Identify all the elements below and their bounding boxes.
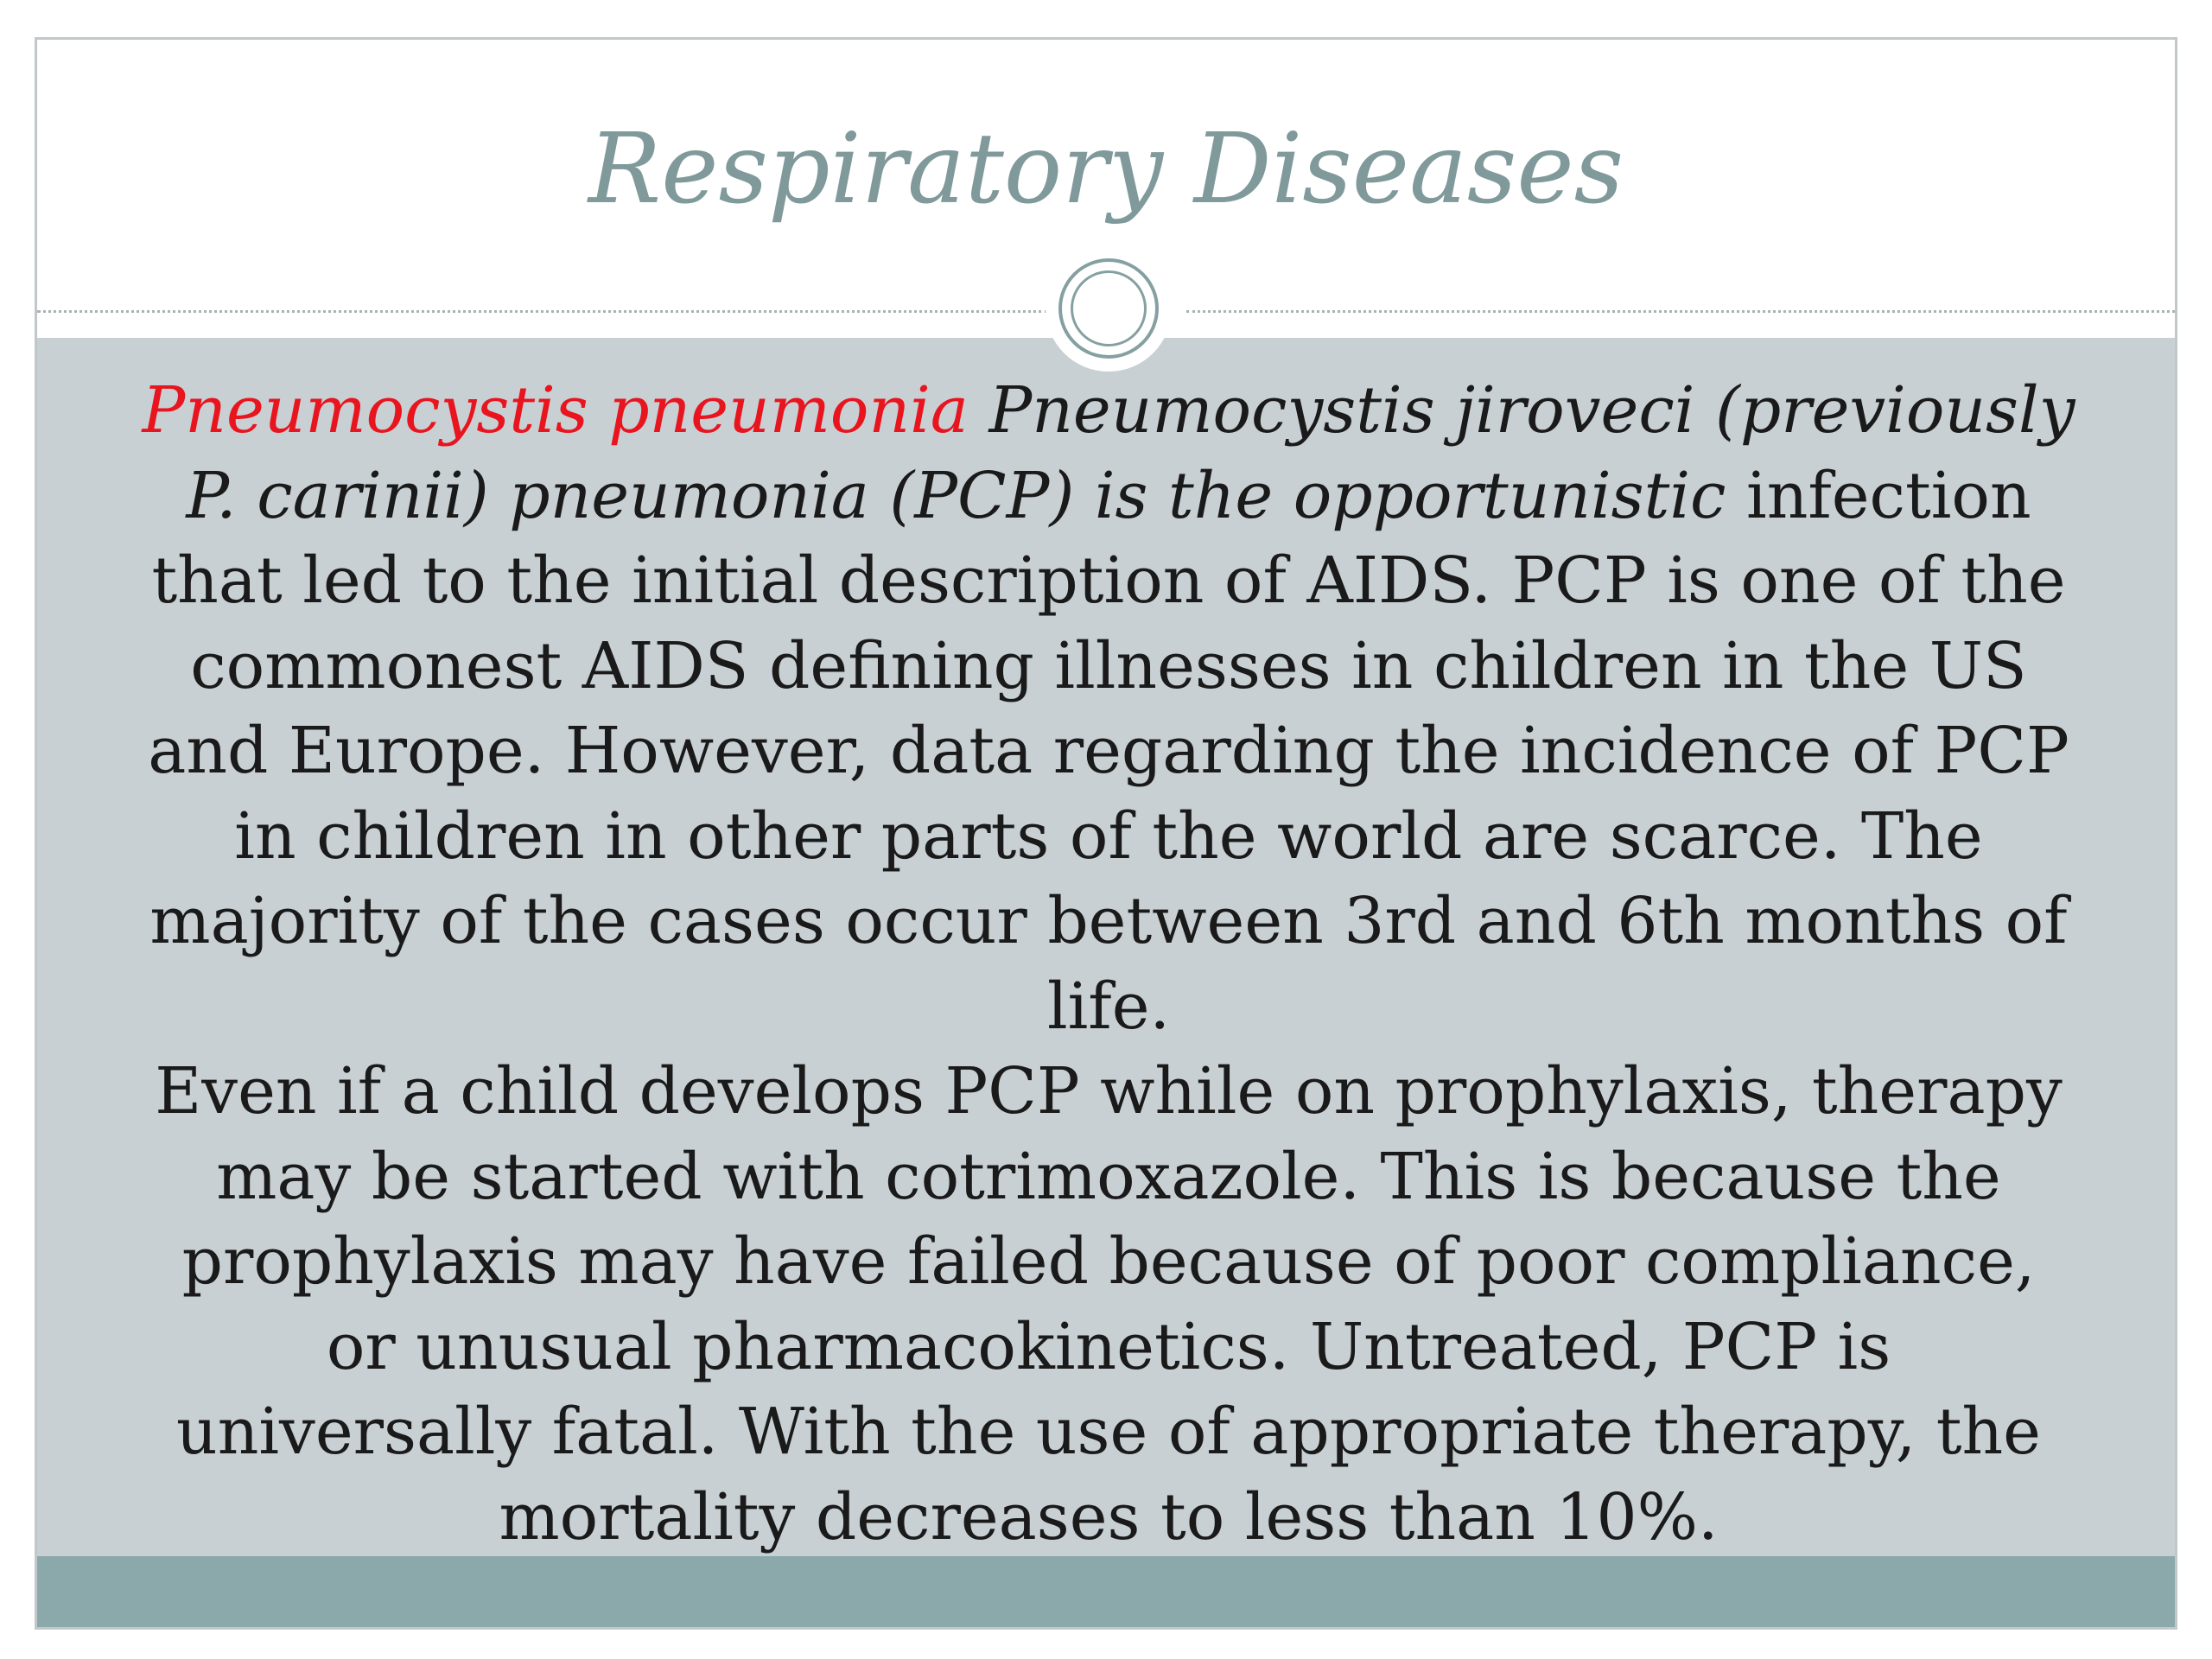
double-circle-icon [1058, 258, 1159, 359]
intro-rest-text: infection that led to the initial description of AIDS. PCP is one of the commonest AIDS defining illnesses in children in the US and Europe. However, data regarding the incidence of PCP in children in other parts of the world are scarce. The majority of the cases occur between 3rd and 6th months of life. [148, 458, 2069, 1044]
slide-title: Respiratory Diseases [588, 113, 1624, 226]
slide-content [141, 368, 2076, 1560]
paragraph-pcp-intro [141, 368, 2076, 1049]
intro-text: Pneumocystis jiroveci (previously P. carinii) pneumonia (PCP) is the opportunistic [186, 373, 2075, 533]
title-divider-right [1186, 310, 2177, 313]
footer-band [37, 1556, 2175, 1630]
inner-circle [1071, 270, 1147, 346]
paragraph-therapy: Even if a child develops PCP while on prophylaxis, therapy may be started with cotrimoxazole. This is because the prophylaxis may have failed because of poor compliance, or unusual pharmacokinetics. Untreated, PCP is universally fatal. With the use of appropriate therapy, the mortality decreases to less than 10%. [155, 1054, 2063, 1554]
highlighted-term: Pneumocystis pneumonia [142, 373, 969, 448]
title-divider-left [37, 310, 1048, 313]
slide [35, 37, 2177, 1630]
